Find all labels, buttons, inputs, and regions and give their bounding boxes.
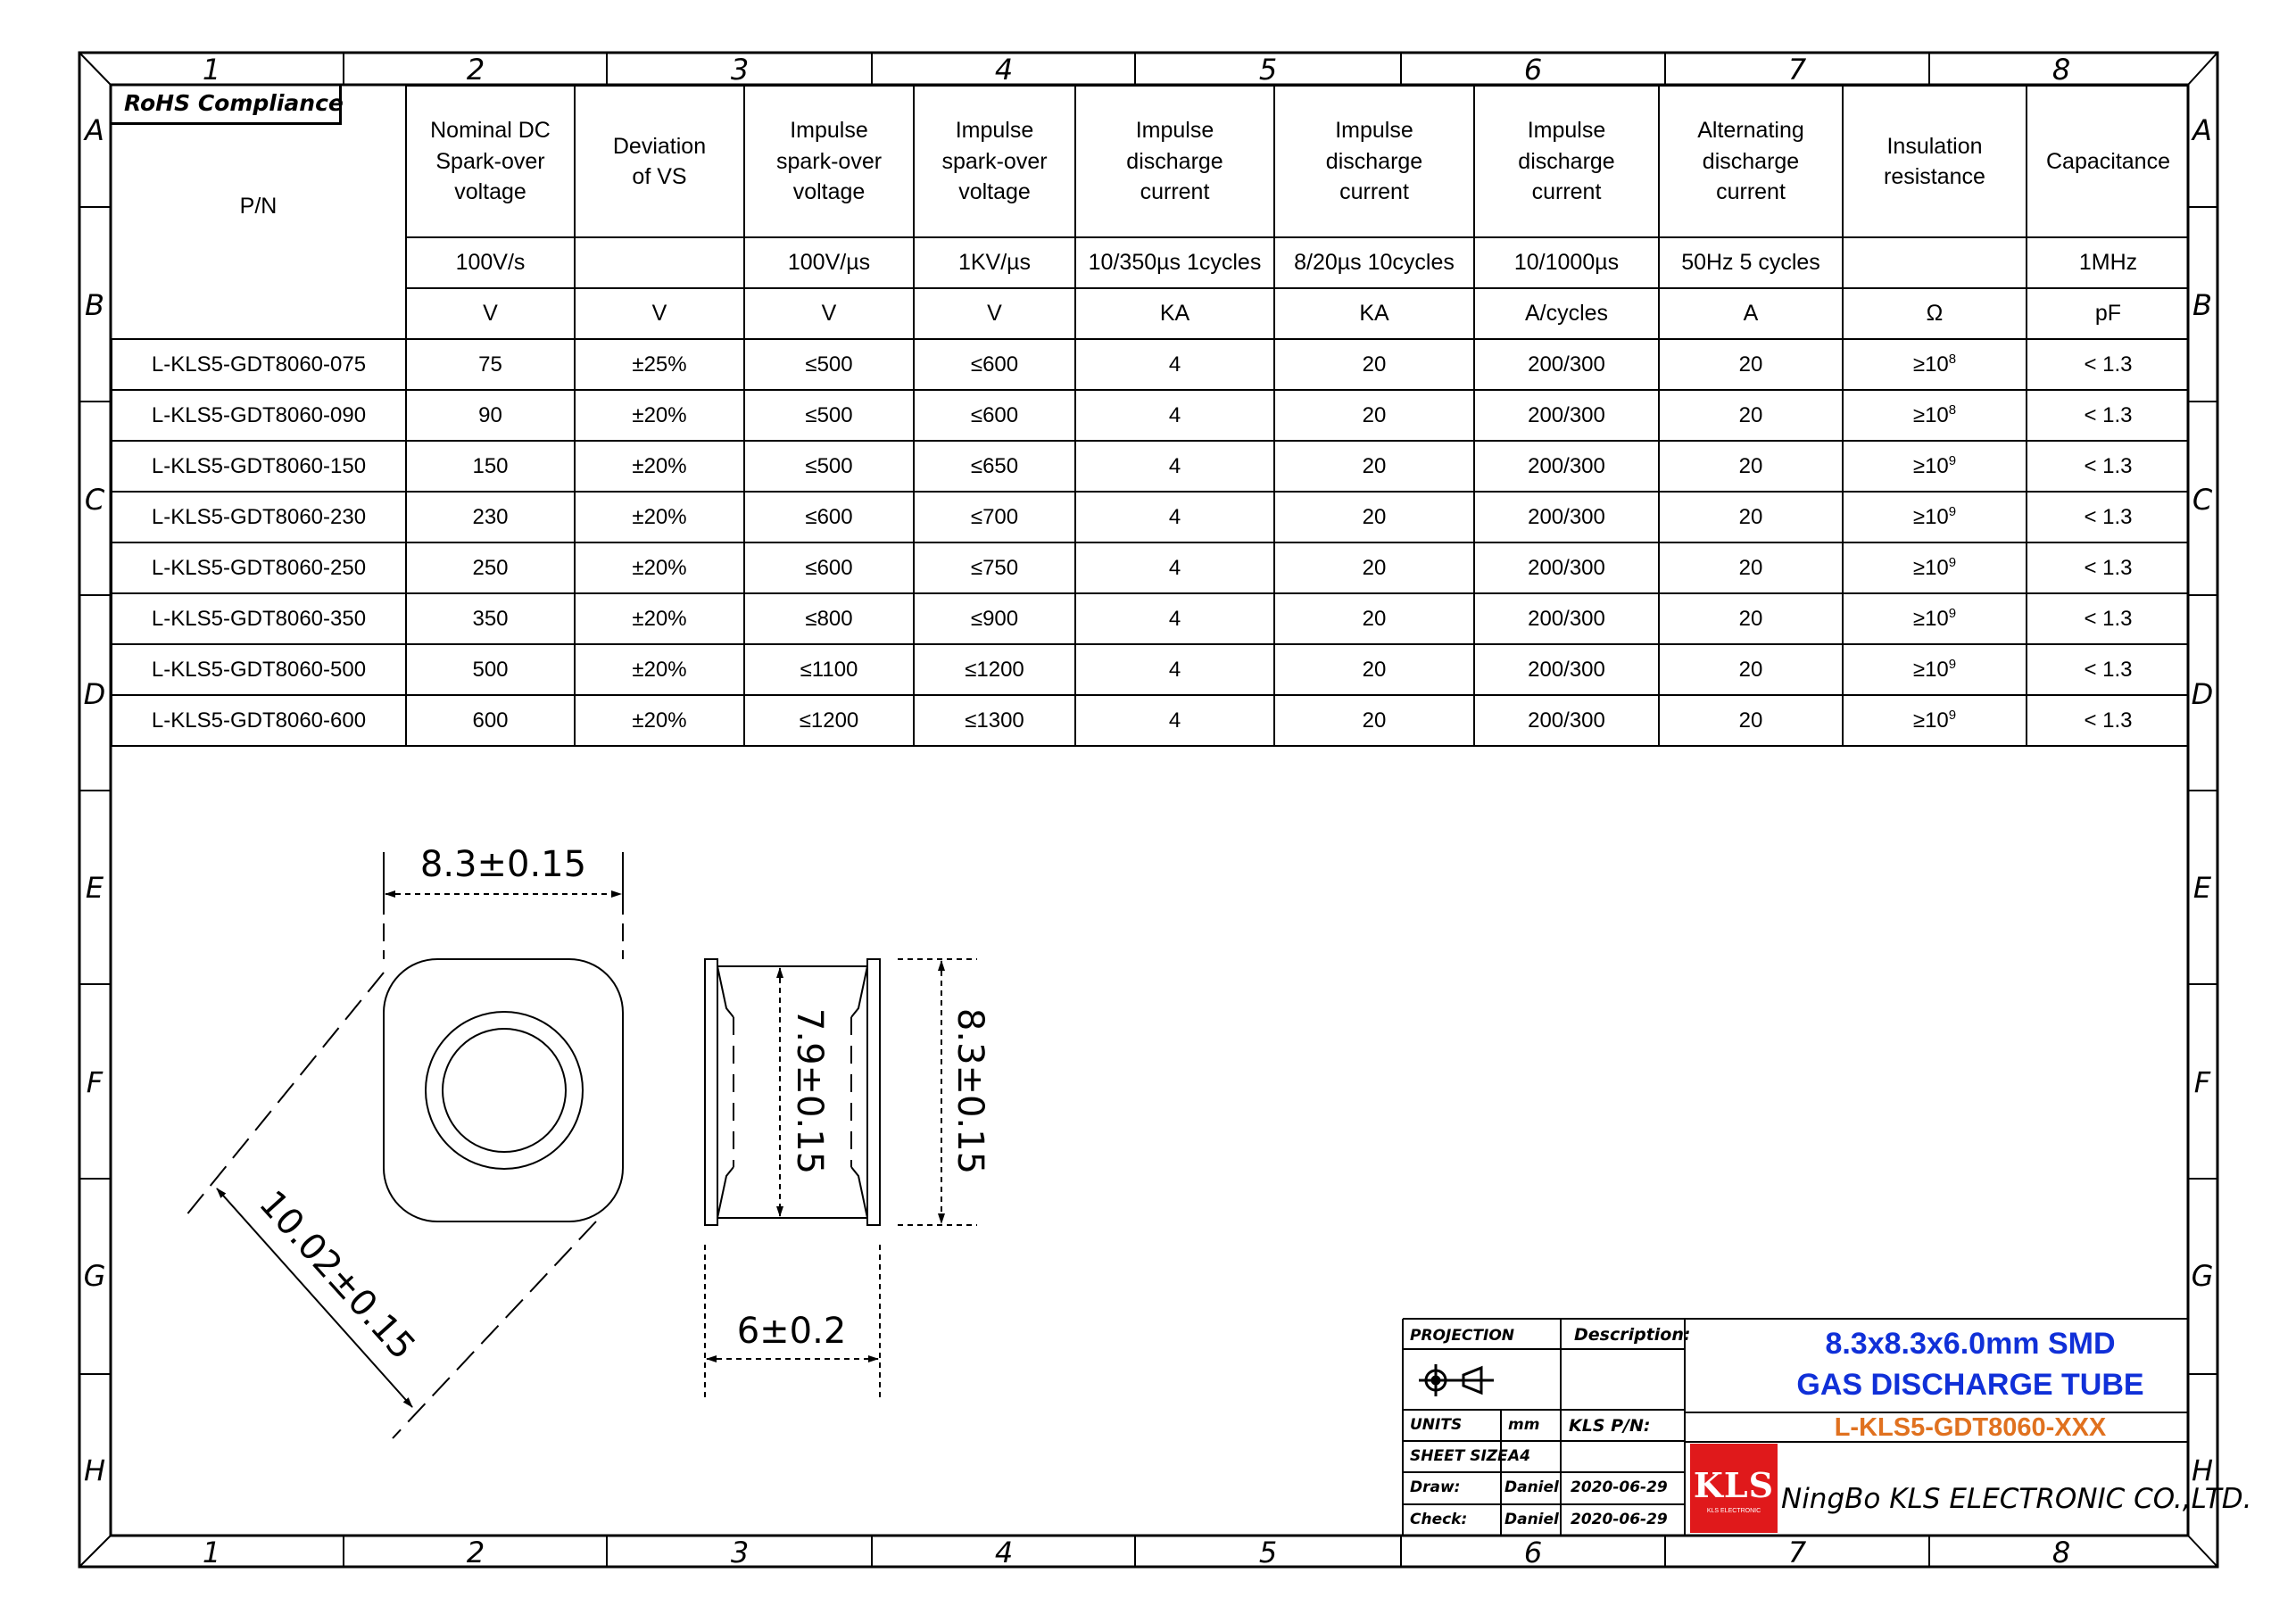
part-number-cell: L-KLS5-GDT8060-090 [112, 390, 406, 441]
value-cell-dev: ±20% [575, 441, 744, 492]
value-cell-c2: 20 [1274, 339, 1474, 390]
zone-col-label: 2 [466, 53, 485, 87]
value-cell-imp2: ≤1300 [914, 695, 1075, 746]
capacitance-cell: < 1.3 [2027, 644, 2189, 695]
part-number-cell: L-KLS5-GDT8060-350 [112, 593, 406, 644]
draw-label: Draw: [1410, 1478, 1461, 1496]
value-cell-imp1: ≤1100 [744, 644, 914, 695]
zone-col-label: 8 [2051, 53, 2071, 87]
zone-row-label: A [85, 113, 104, 147]
value-cell-dc: 500 [406, 644, 575, 695]
description-label: Description: [1574, 1325, 1691, 1345]
dim-outer-height: 8.3±0.15 [949, 1007, 991, 1175]
check-date: 2020-06-29 [1571, 1511, 1668, 1528]
value-cell-imp1: ≤600 [744, 492, 914, 542]
value-cell-dev: ±20% [575, 390, 744, 441]
kls-logo [1690, 1444, 1778, 1533]
value-cell-dc: 600 [406, 695, 575, 746]
zone-row-label: G [2191, 1259, 2214, 1293]
capacitance-cell: < 1.3 [2027, 695, 2189, 746]
insulation-resistance-cell: $\ge 10^8$ [1843, 339, 2027, 390]
value-cell-imp2: ≤700 [914, 492, 1075, 542]
value-cell-ac: 20 [1659, 492, 1843, 542]
zone-row-label: F [86, 1065, 104, 1099]
unit-cell: KA [1274, 288, 1474, 339]
unit-cell: V [744, 288, 914, 339]
value-cell-dev: ±25% [575, 339, 744, 390]
header-impulse-discharge-1: Impulse discharge current [1075, 86, 1274, 237]
value-cell-imp2: ≤600 [914, 339, 1075, 390]
unit-cell: V [575, 288, 744, 339]
condition-cell: 10/1000µs [1474, 237, 1659, 288]
zone-row-label: B [85, 288, 104, 322]
value-cell-c2: 20 [1274, 390, 1474, 441]
header-impulse-sparkover-2: Impulse spark-over voltage [914, 86, 1075, 237]
header-deviation: Deviation of VS [575, 86, 744, 237]
zone-col-label: 1 [202, 1536, 221, 1569]
value-cell-imp2: ≤750 [914, 542, 1075, 593]
draw-name: Daniel [1504, 1478, 1559, 1496]
value-cell-imp1: ≤800 [744, 593, 914, 644]
value-cell-ac: 20 [1659, 339, 1843, 390]
value-cell-ac: 20 [1659, 441, 1843, 492]
condition-cell: 100V/µs [744, 237, 914, 288]
part-number-cell: L-KLS5-GDT8060-150 [112, 441, 406, 492]
header-impulse-discharge-2: Impulse discharge current [1274, 86, 1474, 237]
insulation-resistance-cell: $\ge 10^9$ [1843, 492, 2027, 542]
part-number-cell: L-KLS5-GDT8060-230 [112, 492, 406, 542]
insulation-resistance-cell: $\ge 10^9$ [1843, 593, 2027, 644]
value-cell-c1: 4 [1075, 593, 1274, 644]
capacitance-cell: < 1.3 [2027, 542, 2189, 593]
insulation-resistance-cell: $\ge 10^9$ [1843, 644, 2027, 695]
value-cell-imp1: ≤500 [744, 390, 914, 441]
value-cell-c1: 4 [1075, 542, 1274, 593]
value-cell-imp1: ≤500 [744, 441, 914, 492]
unit-cell: A/cycles [1474, 288, 1659, 339]
value-cell-ac: 20 [1659, 695, 1843, 746]
zone-row-label: C [2192, 483, 2213, 517]
condition-cell: 8/20µs 10cycles [1274, 237, 1474, 288]
zone-col-label: 3 [730, 1536, 750, 1569]
rohs-compliance-label: RoHS Compliance [112, 86, 342, 125]
zone-col-label: 5 [1258, 1536, 1278, 1569]
value-cell-c3: 200/300 [1474, 339, 1659, 390]
zone-row-label: F [2193, 1065, 2211, 1099]
logo-subtext: KLS ELECTRONIC [1706, 1508, 1761, 1514]
header-alternating-discharge: Alternating discharge current [1659, 86, 1843, 237]
value-cell-ac: 20 [1659, 390, 1843, 441]
value-cell-dc: 75 [406, 339, 575, 390]
zone-col-label: 7 [1787, 53, 1807, 87]
pn-header-label: P/N [239, 194, 278, 219]
value-cell-imp1: ≤1200 [744, 695, 914, 746]
value-cell-c1: 4 [1075, 339, 1274, 390]
part-number-cell: L-KLS5-GDT8060-600 [112, 695, 406, 746]
zone-row-label: D [83, 677, 106, 711]
zone-col-label: 4 [994, 1536, 1014, 1569]
value-cell-c2: 20 [1274, 695, 1474, 746]
kls-pn-label: KLS P/N: [1569, 1416, 1651, 1436]
zone-col-label: 8 [2051, 1536, 2071, 1569]
value-cell-imp1: ≤600 [744, 542, 914, 593]
zone-col-label: 7 [1787, 1536, 1807, 1569]
value-cell-c2: 20 [1274, 542, 1474, 593]
sheet-size-value: A4 [1508, 1447, 1530, 1465]
value-cell-dc: 230 [406, 492, 575, 542]
value-cell-imp2: ≤600 [914, 390, 1075, 441]
insulation-resistance-cell: $\ge 10^8$ [1843, 390, 2027, 441]
value-cell-ac: 20 [1659, 542, 1843, 593]
zone-col-label: 2 [466, 1536, 485, 1569]
value-cell-c1: 4 [1075, 492, 1274, 542]
zone-row-label: D [2191, 677, 2214, 711]
header-capacitance: Capacitance [2027, 86, 2189, 237]
value-cell-dc: 90 [406, 390, 575, 441]
title-line-2: GAS DISCHARGE TUBE [1796, 1368, 2144, 1402]
zone-row-label: C [84, 483, 105, 517]
condition-cell: 1KV/µs [914, 237, 1075, 288]
header-nominal-dc: Nominal DC Spark-over voltage [406, 86, 575, 237]
dim-inner-height: 7.9±0.15 [789, 1007, 830, 1175]
part-number-cell: L-KLS5-GDT8060-500 [112, 644, 406, 695]
company-name: NingBo KLS ELECTRONIC CO.,LTD. [1781, 1483, 2252, 1515]
unit-cell: A [1659, 288, 1843, 339]
draw-date: 2020-06-29 [1571, 1478, 1668, 1496]
capacitance-cell: < 1.3 [2027, 390, 2189, 441]
condition-cell: 50Hz 5 cycles [1659, 237, 1843, 288]
insulation-resistance-cell: $\ge 10^9$ [1843, 695, 2027, 746]
check-label: Check: [1410, 1511, 1468, 1528]
value-cell-dc: 150 [406, 441, 575, 492]
header-impulse-sparkover-1: Impulse spark-over voltage [744, 86, 914, 237]
zone-col-label: 6 [1523, 1536, 1543, 1569]
unit-cell: V [406, 288, 575, 339]
value-cell-c1: 4 [1075, 441, 1274, 492]
header-impulse-discharge-3: Impulse discharge current [1474, 86, 1659, 237]
value-cell-c3: 200/300 [1474, 542, 1659, 593]
unit-cell: V [914, 288, 1075, 339]
value-cell-imp2: ≤650 [914, 441, 1075, 492]
value-cell-ac: 20 [1659, 644, 1843, 695]
capacitance-cell: < 1.3 [2027, 593, 2189, 644]
value-cell-dev: ±20% [575, 695, 744, 746]
value-cell-c3: 200/300 [1474, 441, 1659, 492]
header-insulation-resistance: Insulation resistance [1843, 86, 2027, 237]
condition-cell: 10/350µs 1cycles [1075, 237, 1274, 288]
value-cell-c1: 4 [1075, 644, 1274, 695]
part-number-cell: L-KLS5-GDT8060-250 [112, 542, 406, 593]
projection-label: PROJECTION [1410, 1327, 1515, 1345]
check-name: Daniel [1504, 1511, 1559, 1528]
zone-col-label: 1 [202, 53, 221, 87]
units-value: mm [1508, 1416, 1540, 1434]
kls-pn-value: L-KLS5-GDT8060-XXX [1834, 1413, 2107, 1442]
zone-row-label: E [2192, 871, 2212, 905]
insulation-resistance-cell: $\ge 10^9$ [1843, 441, 2027, 492]
value-cell-c2: 20 [1274, 441, 1474, 492]
projection-symbol [1419, 1364, 1494, 1396]
value-cell-c3: 200/300 [1474, 593, 1659, 644]
part-number-cell: L-KLS5-GDT8060-075 [112, 339, 406, 390]
value-cell-c2: 20 [1274, 492, 1474, 542]
zone-row-label: A [2192, 113, 2212, 147]
zone-row-label: B [2192, 288, 2212, 322]
unit-cell: Ω [1843, 288, 2027, 339]
dim-length: 6±0.2 [736, 1311, 847, 1352]
value-cell-dev: ±20% [575, 542, 744, 593]
value-cell-dev: ±20% [575, 644, 744, 695]
value-cell-c1: 4 [1075, 390, 1274, 441]
value-cell-dev: ±20% [575, 593, 744, 644]
value-cell-c2: 20 [1274, 644, 1474, 695]
sheet-size-label: SHEET SIZE [1410, 1447, 1508, 1465]
dim-top-width: 8.3±0.15 [419, 844, 587, 885]
zone-row-label: E [85, 871, 104, 905]
zone-row-label: G [83, 1259, 106, 1293]
capacitance-cell: < 1.3 [2027, 441, 2189, 492]
unit-cell: KA [1075, 288, 1274, 339]
dim-diagonal: 10.02±0.15 [251, 1182, 424, 1368]
value-cell-dc: 250 [406, 542, 575, 593]
value-cell-ac: 20 [1659, 593, 1843, 644]
value-cell-imp2: ≤900 [914, 593, 1075, 644]
value-cell-c2: 20 [1274, 593, 1474, 644]
condition-cell: 100V/s [406, 237, 575, 288]
value-cell-c3: 200/300 [1474, 695, 1659, 746]
value-cell-c3: 200/300 [1474, 390, 1659, 441]
zone-col-label: 5 [1258, 53, 1278, 87]
unit-cell: pF [2027, 288, 2189, 339]
insulation-resistance-cell: $\ge 10^9$ [1843, 542, 2027, 593]
units-label: UNITS [1410, 1416, 1463, 1434]
capacitance-cell: < 1.3 [2027, 492, 2189, 542]
zone-row-label: H [2191, 1453, 2214, 1487]
value-cell-dc: 350 [406, 593, 575, 644]
value-cell-c3: 200/300 [1474, 492, 1659, 542]
title-line-1: 8.3x8.3x6.0mm SMD [1825, 1327, 2116, 1361]
zone-row-label: H [83, 1453, 106, 1487]
zone-col-label: 4 [994, 53, 1014, 87]
zone-col-label: 3 [730, 53, 750, 87]
value-cell-c1: 4 [1075, 695, 1274, 746]
zone-col-label: 6 [1523, 53, 1543, 87]
condition-cell: 1MHz [2027, 237, 2189, 288]
logo-text: KLS [1693, 1465, 1775, 1505]
value-cell-c3: 200/300 [1474, 644, 1659, 695]
value-cell-imp1: ≤500 [744, 339, 914, 390]
capacitance-cell: < 1.3 [2027, 339, 2189, 390]
value-cell-imp2: ≤1200 [914, 644, 1075, 695]
value-cell-dev: ±20% [575, 492, 744, 542]
